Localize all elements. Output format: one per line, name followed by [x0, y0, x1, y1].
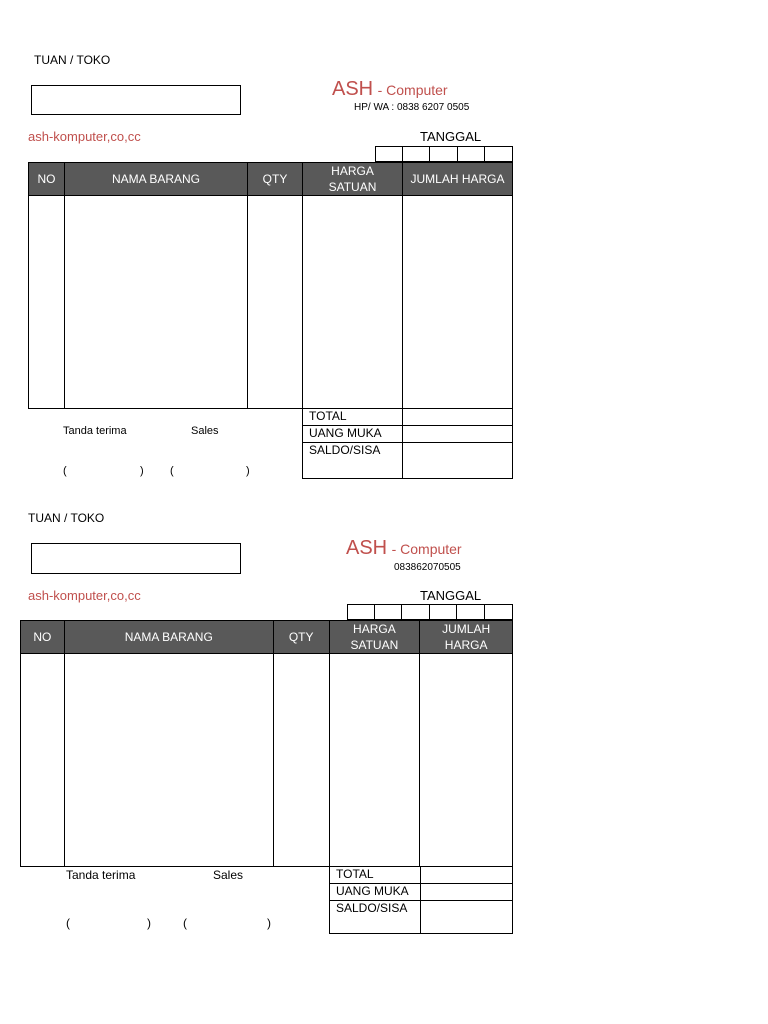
receiver-paren-close: ) — [147, 916, 151, 930]
column-unit-price[interactable] — [303, 196, 403, 408]
total-row — [303, 409, 512, 426]
column-item-name[interactable] — [65, 654, 274, 866]
column-item-name[interactable] — [65, 196, 248, 408]
header-qty: QTY — [248, 163, 303, 195]
total-value[interactable] — [403, 409, 512, 425]
phone-number: 083862070505 — [394, 562, 461, 573]
receiver-paren-open: ( — [63, 465, 67, 477]
brand-logo — [332, 78, 448, 101]
date-box[interactable] — [430, 146, 458, 162]
total-label: TOTAL — [330, 867, 421, 883]
website-text: ash-komputer,co,cc — [28, 588, 141, 603]
date-box[interactable] — [403, 146, 430, 162]
website-text: ash-komputer,co,cc — [28, 129, 141, 144]
column-qty[interactable] — [274, 654, 330, 866]
header-total-price: JUMLAH HARGA — [442, 622, 491, 652]
column-no[interactable] — [21, 654, 65, 866]
balance-label: SALDO/SISA — [303, 443, 403, 478]
date-box[interactable] — [458, 146, 485, 162]
date-box[interactable] — [485, 146, 513, 162]
receiver-paren-open: ( — [66, 916, 70, 930]
header-unit-price: HARGA SATUAN — [303, 163, 403, 195]
date-box[interactable] — [375, 604, 402, 620]
down-payment-label: UANG MUKA — [303, 426, 403, 442]
brand-logo — [346, 537, 462, 560]
sales-paren-open: ( — [183, 916, 187, 930]
phone-number: HP/ WA : 0838 6207 0505 — [354, 102, 470, 113]
sales-signature-label: Sales — [191, 425, 219, 437]
down-payment-row — [303, 426, 512, 443]
down-payment-value[interactable] — [421, 884, 512, 900]
customer-label: TUAN / TOKO — [28, 511, 105, 525]
brand-suffix: - Computer — [377, 82, 448, 98]
header-no: NO — [21, 621, 65, 653]
column-total-price[interactable] — [403, 196, 512, 408]
balance-row — [303, 443, 512, 478]
down-payment-row — [330, 884, 512, 901]
column-total-price[interactable] — [420, 654, 512, 866]
header-item-name: NAMA BARANG — [65, 621, 274, 653]
sales-paren-close: ) — [246, 465, 250, 477]
column-unit-price[interactable] — [330, 654, 421, 866]
customer-name-field[interactable] — [31, 85, 241, 115]
date-box[interactable] — [375, 146, 403, 162]
date-boxes[interactable] — [375, 146, 513, 162]
sales-paren-close: ) — [267, 916, 271, 930]
total-label: TOTAL — [303, 409, 403, 425]
date-box[interactable] — [430, 604, 457, 620]
date-boxes[interactable] — [347, 604, 513, 620]
balance-label: SALDO/SISA — [330, 901, 421, 933]
date-box[interactable] — [485, 604, 513, 620]
header-total-price: JUMLAH HARGA — [410, 172, 505, 186]
down-payment-label: UANG MUKA — [330, 884, 421, 900]
totals-table — [329, 866, 513, 934]
date-box[interactable] — [402, 604, 430, 620]
balance-value[interactable] — [421, 901, 512, 933]
column-qty[interactable] — [248, 196, 303, 408]
receiver-signature-label: Tanda terima — [66, 868, 136, 882]
receiver-paren-close: ) — [140, 465, 144, 477]
column-no[interactable] — [29, 196, 65, 408]
sales-signature-label: Sales — [213, 868, 244, 882]
date-box[interactable] — [347, 604, 375, 620]
total-row — [330, 867, 512, 884]
date-box[interactable] — [457, 604, 485, 620]
brand-name: ASH — [332, 78, 374, 100]
header-item-name: NAMA BARANG — [65, 163, 248, 195]
items-table-body[interactable] — [28, 196, 513, 409]
header-no: NO — [29, 163, 65, 195]
down-payment-value[interactable] — [403, 426, 512, 442]
date-label: TANGGAL — [420, 588, 482, 603]
items-table-header — [28, 162, 513, 196]
brand-name: ASH — [346, 537, 388, 559]
date-label: TANGGAL — [420, 129, 482, 144]
receiver-signature-label: Tanda terima — [63, 425, 127, 437]
customer-name-field[interactable] — [31, 543, 241, 574]
total-value[interactable] — [421, 867, 512, 883]
balance-value[interactable] — [403, 443, 512, 478]
totals-table — [302, 408, 513, 479]
header-unit-price: HARGA SATUAN — [330, 621, 421, 653]
sales-paren-open: ( — [170, 465, 174, 477]
items-table-header — [20, 620, 513, 654]
items-table-body[interactable] — [20, 654, 513, 867]
header-qty: QTY — [274, 621, 330, 653]
brand-suffix: - Computer — [391, 541, 462, 557]
customer-label: TUAN / TOKO — [34, 53, 111, 67]
balance-row — [330, 901, 512, 933]
